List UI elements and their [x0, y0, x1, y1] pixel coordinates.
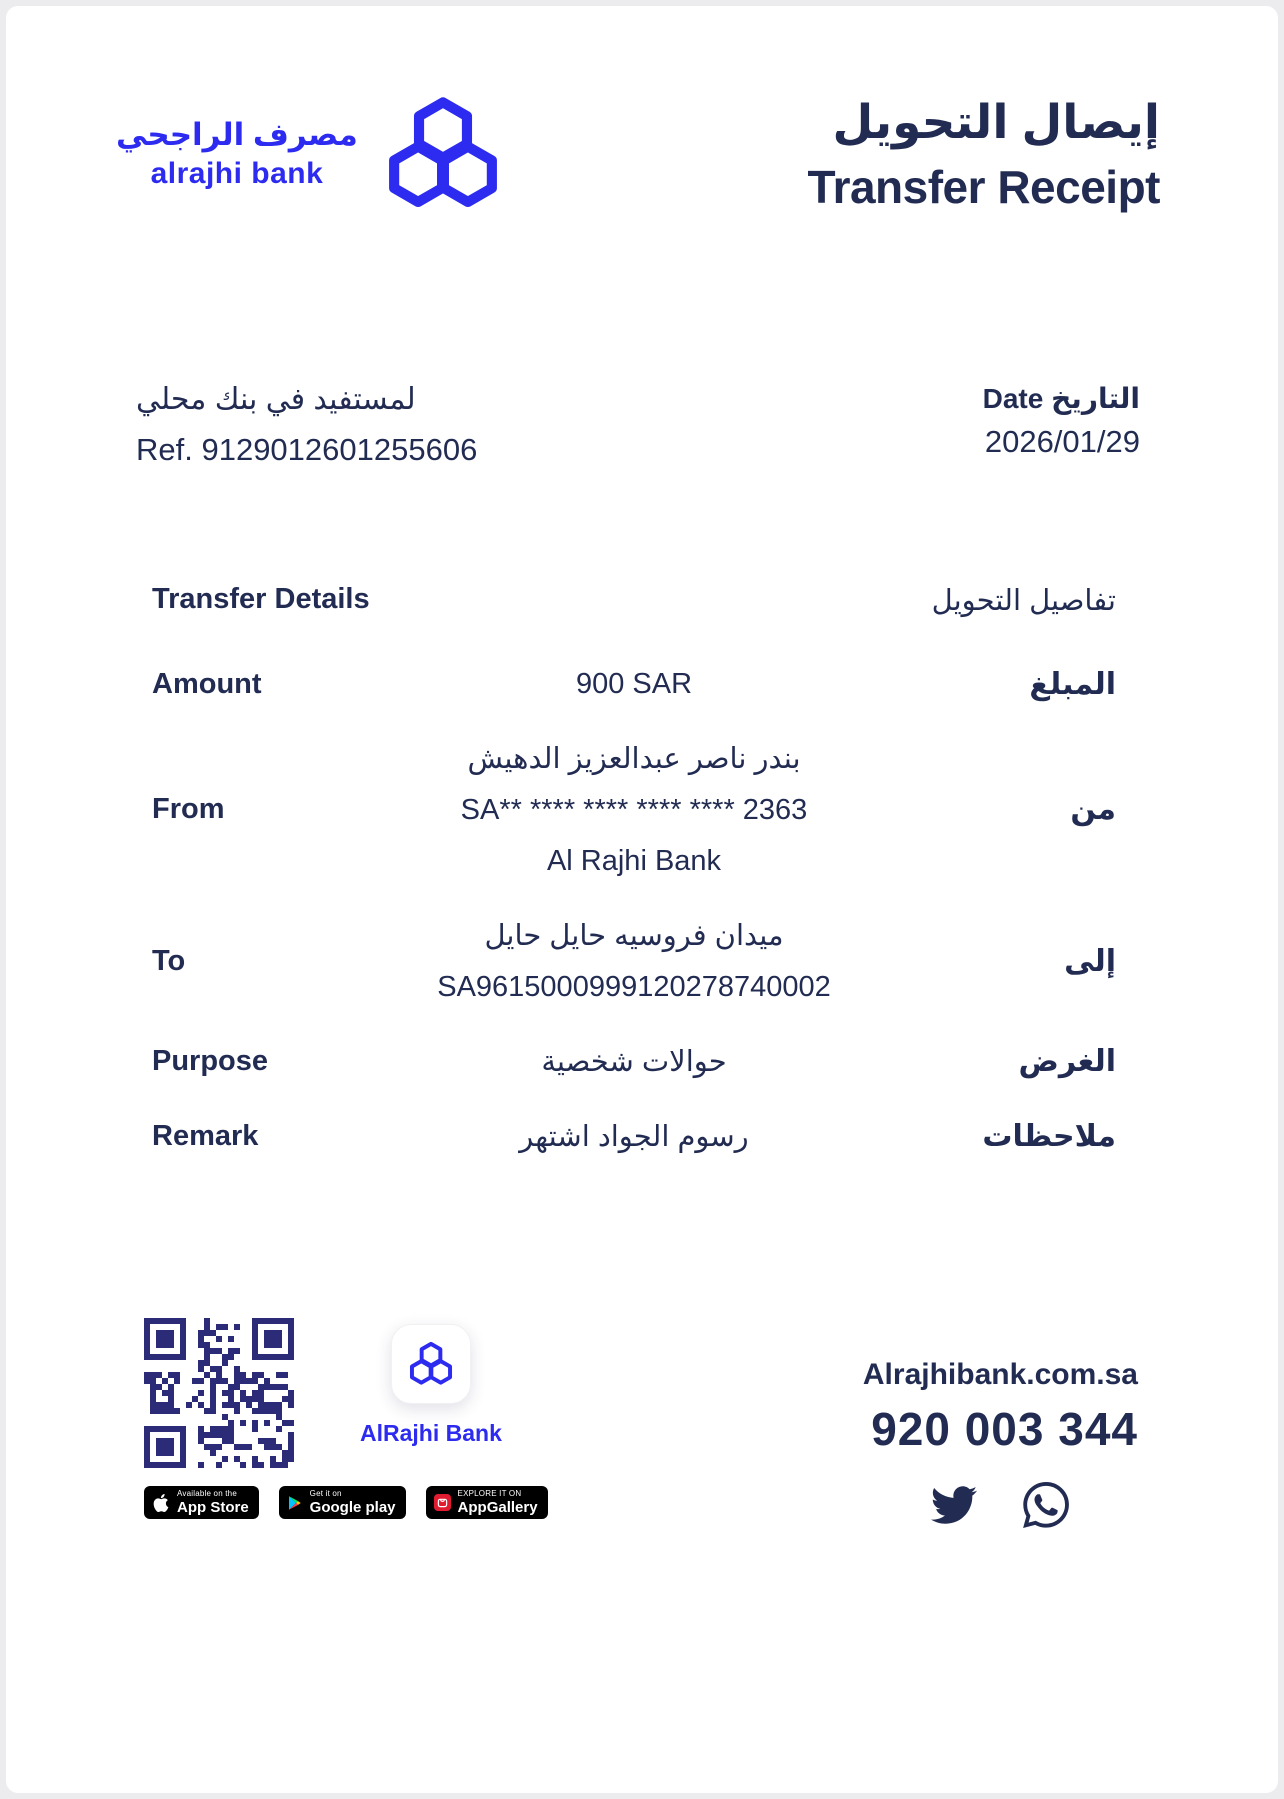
whatsapp-icon[interactable]: [1023, 1482, 1069, 1528]
receipt-card: [6, 6, 1278, 1793]
detail-row-to: [152, 912, 1116, 1010]
apple-icon: [152, 1493, 170, 1513]
date-value: 2026/01/29: [984, 424, 1140, 459]
detail-row-remark: [152, 1113, 1116, 1160]
purpose-label-en: Purpose: [152, 1045, 269, 1077]
twitter-icon[interactable]: [931, 1482, 977, 1528]
amount-label-en: Amount: [152, 668, 262, 700]
bank-logo: [116, 94, 502, 214]
bank-name-english: alrajhi bank: [150, 156, 324, 190]
sender-masked-iban: SA** **** **** **** **** 2363: [460, 794, 808, 826]
detail-row-amount: [152, 662, 1116, 707]
detail-row-from: [152, 735, 1116, 884]
google-play-icon: [287, 1494, 303, 1512]
reference-number: Ref. 9129012601255606: [136, 432, 478, 467]
remark-label-en: Remark: [152, 1120, 259, 1152]
huawei-appgallery-icon: [434, 1494, 451, 1511]
amount-label-ar: المبلغ: [1029, 668, 1116, 701]
details-header-english: Transfer Details: [152, 583, 370, 615]
beneficiary-type-note: لمستفيد في بنك محلي: [136, 383, 416, 416]
header: [6, 6, 1278, 214]
sender-name: بندر ناصر عبدالعزيز الدهيش: [467, 743, 801, 775]
purpose-label-ar: الغرض: [1018, 1045, 1116, 1078]
alrajhi-app-icon: [391, 1324, 471, 1404]
bank-website: Alrajhibank.com.sa: [862, 1358, 1138, 1391]
receipt-title-english: Transfer Receipt: [807, 161, 1160, 213]
google-play-badge[interactable]: Get it on Google play: [279, 1486, 406, 1519]
page-title: [808, 94, 1160, 214]
alrajhi-hexagons-icon: [384, 94, 502, 214]
bank-name-arabic: مصرف الراجحي: [116, 116, 358, 152]
receipt-title-arabic: إيصال التحويل: [832, 95, 1160, 148]
app-store-badge[interactable]: Available on the App Store: [144, 1486, 259, 1519]
purpose-value: حوالات شخصية: [541, 1046, 727, 1078]
to-label-en: To: [152, 944, 186, 977]
from-value: [382, 735, 886, 884]
footer: [6, 1318, 1278, 1528]
recipient-name: ميدان فروسيه حايل حايل: [484, 920, 784, 952]
app-name: AlRajhi Bank: [360, 1420, 502, 1446]
transfer-details-section: [6, 583, 1278, 1160]
sender-bank: Al Rajhi Bank: [546, 845, 722, 877]
detail-row-purpose: [152, 1038, 1116, 1085]
from-label-ar: من: [1070, 793, 1116, 826]
details-header-arabic: تفاصيل التحويل: [931, 585, 1116, 617]
remark-label-ar: ملاحظات: [982, 1120, 1116, 1153]
qr-code: [144, 1318, 294, 1468]
meta-section: [6, 382, 1278, 468]
remark-value: رسوم الجواد اشتهر: [519, 1121, 749, 1153]
recipient-iban: SA9615000999120278740002: [437, 971, 831, 1003]
amount-value: 900 SAR: [575, 668, 693, 700]
to-label-ar: إلى: [1064, 944, 1116, 978]
bank-phone: 920 003 344: [871, 1403, 1138, 1455]
date-label: التاريخ Date: [982, 383, 1140, 414]
to-value: [382, 912, 886, 1010]
from-label-en: From: [152, 793, 225, 825]
alrajhi-hexagons-icon: [408, 1341, 454, 1387]
app-gallery-badge[interactable]: EXPLORE IT ON AppGallery: [426, 1486, 548, 1519]
